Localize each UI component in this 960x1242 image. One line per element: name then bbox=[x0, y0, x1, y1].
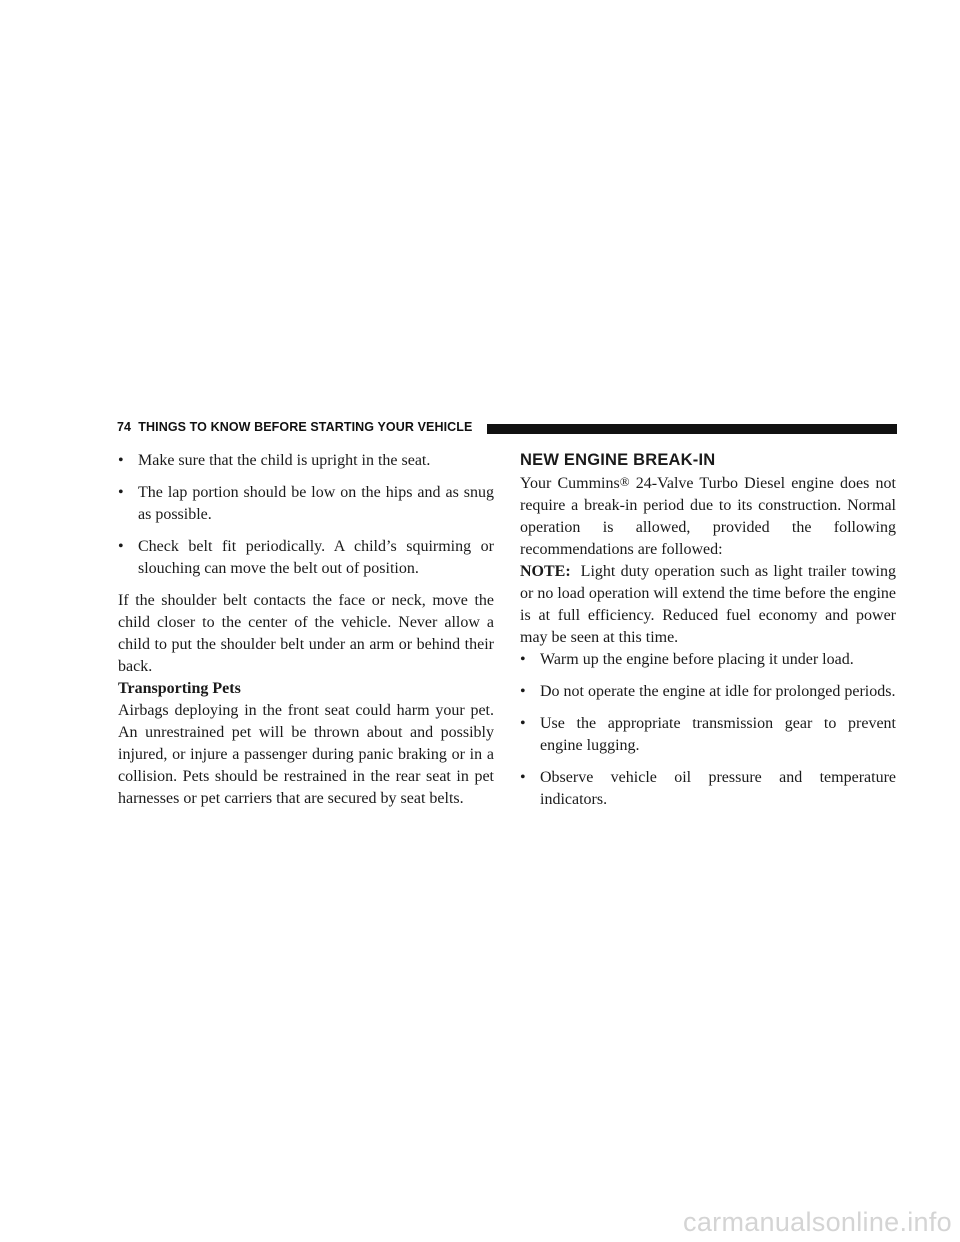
note-text: Light duty operation such as light trailer towing or no load operation will extend the time before the engine is at full efficiency. Reduced fuel economy and power may be seen at this time. bbox=[520, 563, 896, 646]
shoulder-belt-paragraph: If the shoulder belt contacts the face or neck, move the child closer to the center of the vehicle. Never allow a child to put the shoulder belt under an arm or behind their back. bbox=[118, 592, 494, 675]
transporting-pets-heading: Transporting Pets bbox=[118, 680, 241, 697]
intro-rest: 24-Valve Turbo Diesel engine does not require a break-in period due to its construction. Normal operation is allowed, provided the following recommendations are followed: bbox=[520, 475, 896, 558]
list-item bbox=[520, 713, 896, 757]
watermark-logo: carmanualsonline.info bbox=[683, 1207, 952, 1237]
note-paragraph bbox=[520, 561, 896, 649]
pets-paragraph: Airbags deploying in the front seat could harm your pet. An unrestrained pet will be thrown about and possibly injured, or injure a passenger during panic braking or in a collision. Pets should be restrained in the rear seat in pet harnesses or pet carriers that are secured by seat belts. bbox=[118, 702, 494, 807]
list-item bbox=[118, 482, 494, 526]
right-column bbox=[520, 450, 896, 821]
page-number: 74 bbox=[117, 420, 132, 434]
registered-mark: ® bbox=[619, 474, 630, 489]
section-header-title: THINGS TO KNOW BEFORE STARTING YOUR VEHICLE bbox=[138, 420, 473, 434]
bullet-text: Do not operate the engine at idle for prolonged periods. bbox=[540, 683, 896, 700]
section-heading: NEW ENGINE BREAK-IN bbox=[520, 451, 716, 469]
page-header bbox=[117, 418, 897, 438]
bullet-icon: • bbox=[118, 484, 124, 501]
list-item bbox=[118, 450, 494, 472]
bullet-icon: • bbox=[520, 769, 526, 786]
bullet-icon: • bbox=[520, 683, 526, 700]
bullet-text: The lap portion should be low on the hips and as snug as possible. bbox=[138, 484, 494, 523]
list-item bbox=[118, 536, 494, 580]
bullet-icon: • bbox=[520, 651, 526, 668]
list-item bbox=[520, 681, 896, 703]
break-in-intro-paragraph bbox=[520, 471, 896, 561]
list-item bbox=[520, 649, 896, 671]
bullet-text: Use the appropriate transmission gear to prevent engine lugging. bbox=[540, 715, 896, 754]
bullet-text: Observe vehicle oil pressure and temperature indicators. bbox=[540, 769, 896, 808]
left-column bbox=[118, 450, 494, 810]
bullet-text: Check belt fit periodically. A child’s squirming or slouching can move the belt out of position. bbox=[138, 538, 494, 577]
bullet-icon: • bbox=[520, 715, 526, 732]
bullet-icon: • bbox=[118, 452, 124, 469]
bullet-text: Make sure that the child is upright in the seat. bbox=[138, 452, 431, 469]
intro-start: Your Cummins bbox=[520, 475, 620, 492]
note-label: NOTE: bbox=[520, 563, 571, 580]
bullet-icon: • bbox=[118, 538, 124, 555]
header-rule-bar bbox=[487, 424, 897, 434]
list-item bbox=[520, 767, 896, 811]
bullet-text: Warm up the engine before placing it under load. bbox=[540, 651, 854, 668]
header-text bbox=[117, 420, 472, 434]
